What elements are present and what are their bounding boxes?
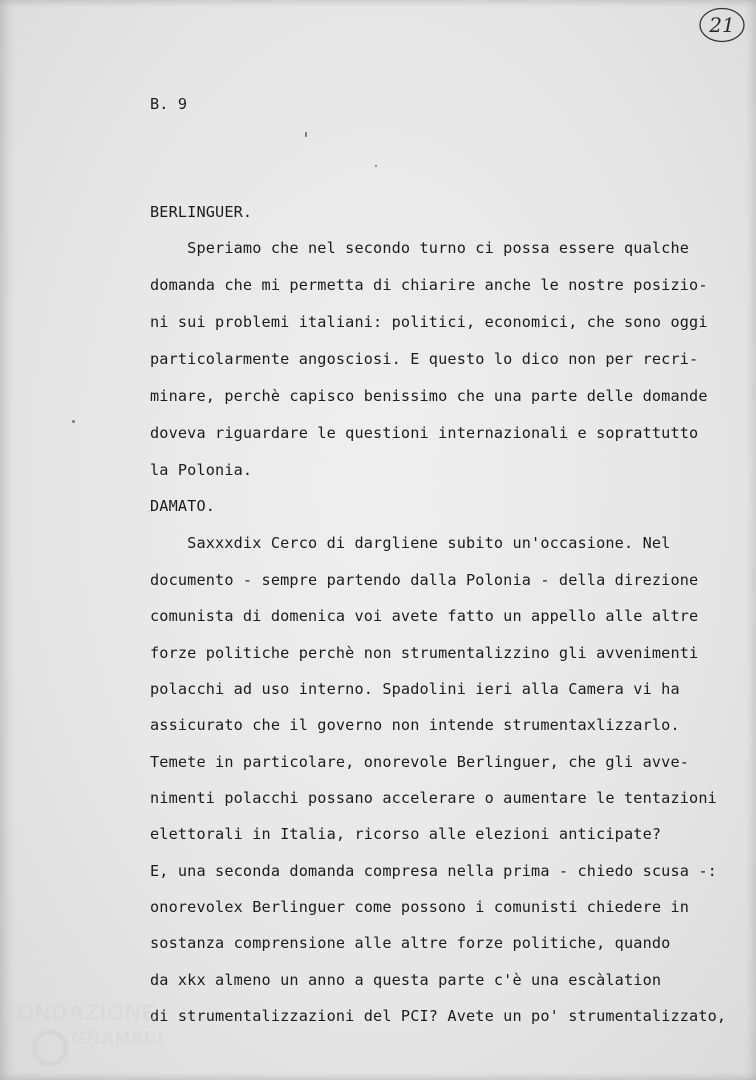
text-line: sostanza comprensione alle altre forze politiche, quando	[150, 934, 671, 952]
watermark-line-1: FONDAZIONE	[2, 1000, 158, 1025]
text-line: E, una seconda domanda compresa nella prima - chiedo scusa -:	[150, 862, 717, 880]
text-line: onorevolex Berlinguer come possono i comunisti chiedere in	[150, 898, 690, 916]
speaker-berlinguer: BERLINGUER.	[150, 203, 253, 221]
text-line: forze politiche perchè non strumentalizzino gli avvenimenti	[150, 644, 699, 662]
text-line: Speriamo che nel secondo turno ci possa essere qualche	[150, 239, 690, 257]
text-line: comunista di domenica voi avete fatto un appello alle altre	[150, 607, 699, 625]
text-line: minare, perchè capisco benissimo che una parte delle domande	[150, 387, 708, 405]
text-line: elettorali in Italia, ricorso alle elezioni anticipate?	[150, 825, 662, 843]
text-line: di strumentalizzazioni del PCI? Avete un po' strumentalizzato,	[150, 1007, 727, 1025]
text-line: Temete in particolare, onorevole Berlinguer, che gli avve-	[150, 753, 690, 771]
text-line: Saxxxdix Cerco di dargliene subito un'occasione. Nel	[150, 534, 671, 552]
text-line: domanda che mi permetta di chiarire anche le nostre posizio-	[150, 276, 708, 294]
text-line: la Polonia.	[150, 461, 253, 479]
text-line: nimenti polacchi possano accelerare o aumentare le tentazioni	[150, 789, 717, 807]
text-line: documento - sempre partendo dalla Polonia - della direzione	[150, 571, 699, 589]
text-line: polacchi ad uso interno. Spadolini ieri alla Camera vi ha	[150, 680, 680, 698]
speaker-damato: DAMATO.	[150, 497, 216, 515]
archive-watermark	[2, 1000, 182, 1075]
paper-speck	[305, 132, 307, 137]
text-line: doveva riguardare le questioni internazionali e soprattutto	[150, 424, 699, 442]
watermark-logo-icon	[30, 1026, 70, 1070]
watermark-line-2: GRAMSCI	[72, 1028, 164, 1048]
text-line: ni sui problemi italiani: politici, economici, che sono oggi	[150, 313, 708, 331]
text-line: da xkx almeno un anno a questa parte c'è una escàlation	[150, 971, 662, 989]
page-number-stamp	[698, 6, 746, 44]
page-number: 21	[709, 13, 735, 37]
paper-speck	[72, 420, 75, 423]
paper-speck	[375, 165, 377, 167]
text-line: assicurato che il governo non intende strumentaxlizzarlo.	[150, 716, 680, 734]
text-line: particolarmente angosciosi. E questo lo dico non per recri-	[150, 350, 699, 368]
section-ref: B. 9	[150, 95, 188, 113]
